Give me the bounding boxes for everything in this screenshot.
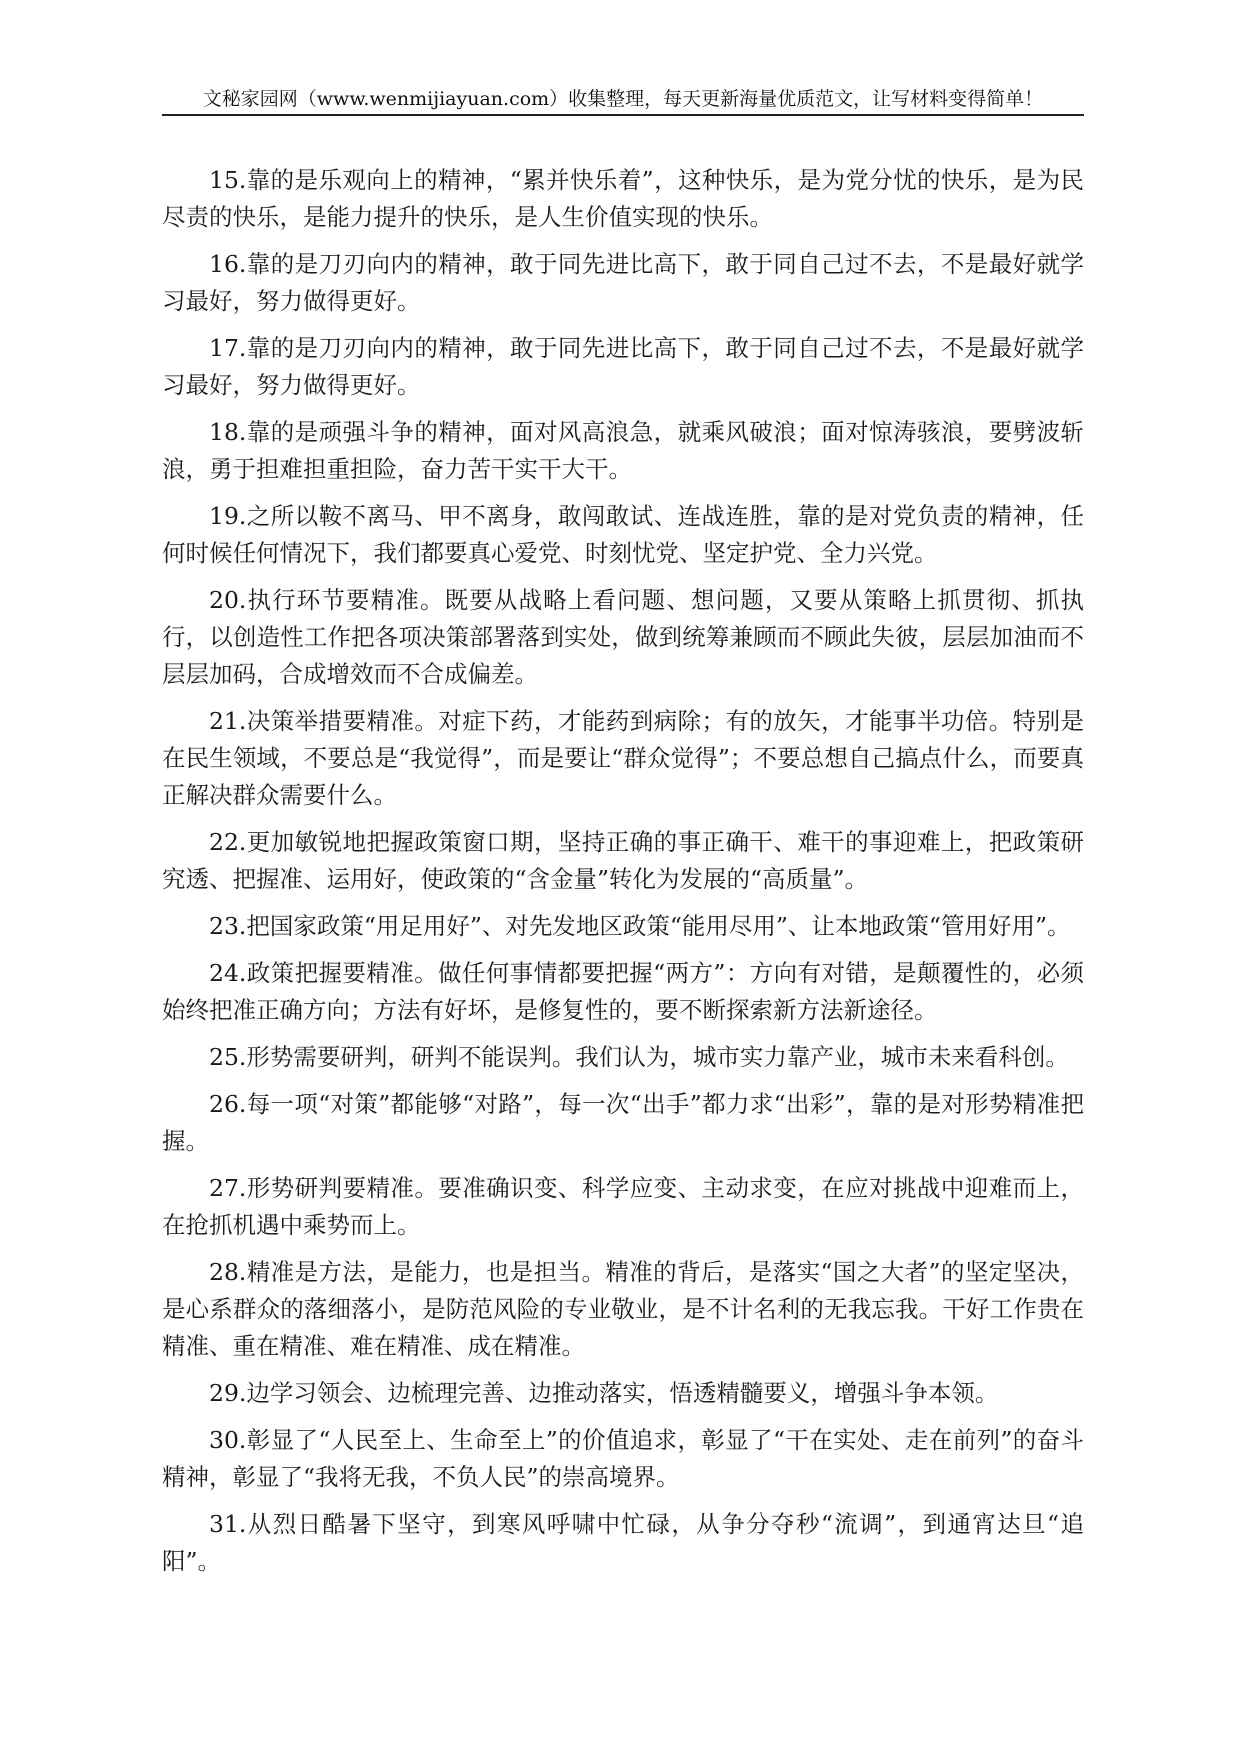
- paragraph-23: 23.把国家政策“用足用好”、对先发地区政策“能用尽用”、让本地政策“管用好用”。: [209, 912, 1071, 940]
- paragraph-20: 20.执行环节要精准。既要从战略上看问题、想问题，又要从策略上抓贯彻、抓执行，以创造性工作把各项决策部署落到实处，做到统筹兼顾而不顾此失彼，层层加油而不层层加码，合成增效而不合成偏差。: [162, 586, 1084, 688]
- paragraph-18: 18.靠的是顽强斗争的精神，面对风高浪急，就乘风破浪；面对惊涛骇浪，要劈波斩浪，勇于担难担重担险，奋力苦干实干大干。: [162, 418, 1084, 483]
- paragraph-29: 29.边学习领会、边梳理完善、边推动落实，悟透精髓要义，增强斗争本领。: [209, 1379, 999, 1407]
- paragraph-25: 25.形势需要研判，研判不能误判。我们认为，城市实力靠产业，城市未来看科创。: [209, 1043, 1069, 1071]
- paragraph-31: 31.从烈日酷暑下坚守，到寒风呼啸中忙碌，从争分夺秒“流调”，到通宵达旦“追阳”。: [162, 1510, 1084, 1575]
- paragraph-22: 22.更加敏锐地把握政策窗口期，坚持正确的事正确干、难干的事迎难上，把政策研究透、把握准、运用好，使政策的“含金量”转化为发展的“高质量”。: [162, 828, 1084, 893]
- paragraph-17: 17.靠的是刀刃向内的精神，敢于同先进比高下，敢于同自己过不去，不是最好就学习最好，努力做得更好。: [162, 334, 1084, 399]
- paragraph-21: 21.决策举措要精准。对症下药，才能药到病除；有的放矢，才能事半功倍。特别是在民生领域，不要总是“我觉得”，而是要让“群众觉得”；不要总想自己搞点什么，而要真正解决群众需要什么。: [162, 707, 1084, 809]
- paragraph-15: 15.靠的是乐观向上的精神，“累并快乐着”，这种快乐，是为党分忧的快乐，是为民尽责的快乐，是能力提升的快乐，是人生价值实现的快乐。: [162, 166, 1084, 231]
- paragraph-28: 28.精准是方法，是能力，也是担当。精准的背后，是落实“国之大者”的坚定坚决，是心系群众的落细落小，是防范风险的专业敬业，是不计名利的无我忘我。干好工作贵在精准、重在精准、难在精准、成在精准。: [162, 1258, 1084, 1360]
- paragraph-26: 26.每一项“对策”都能够“对路”，每一次“出手”都力求“出彩”，靠的是对形势精准把握。: [162, 1090, 1084, 1155]
- paragraph-19: 19.之所以鞍不离马、甲不离身，敢闯敢试、连战连胜，靠的是对党负责的精神，任何时候任何情况下，我们都要真心爱党、时刻忧党、坚定护党、全力兴党。: [162, 502, 1084, 567]
- paragraph-24: 24.政策把握要精准。做任何事情都要把握“两方”：方向有对错，是颠覆性的，必须始终把准正确方向；方法有好坏，是修复性的，要不断探索新方法新途径。: [162, 959, 1084, 1024]
- page-header: 文秘家园网（www.wenmijiayuan.com）收集整理，每天更新海量优质范文，让写材料变得简单！: [162, 86, 1084, 116]
- paragraph-16: 16.靠的是刀刃向内的精神，敢于同先进比高下，敢于同自己过不去，不是最好就学习最好，努力做得更好。: [162, 250, 1084, 315]
- paragraph-30: 30.彰显了“人民至上、生命至上”的价值追求，彰显了“干在实处、走在前列”的奋斗精神，彰显了“我将无我，不负人民”的崇高境界。: [162, 1426, 1084, 1491]
- document-body: [162, 162, 1084, 1590]
- paragraph-27: 27.形势研判要精准。要准确识变、科学应变、主动求变，在应对挑战中迎难而上，在抢抓机遇中乘势而上。: [162, 1174, 1084, 1239]
